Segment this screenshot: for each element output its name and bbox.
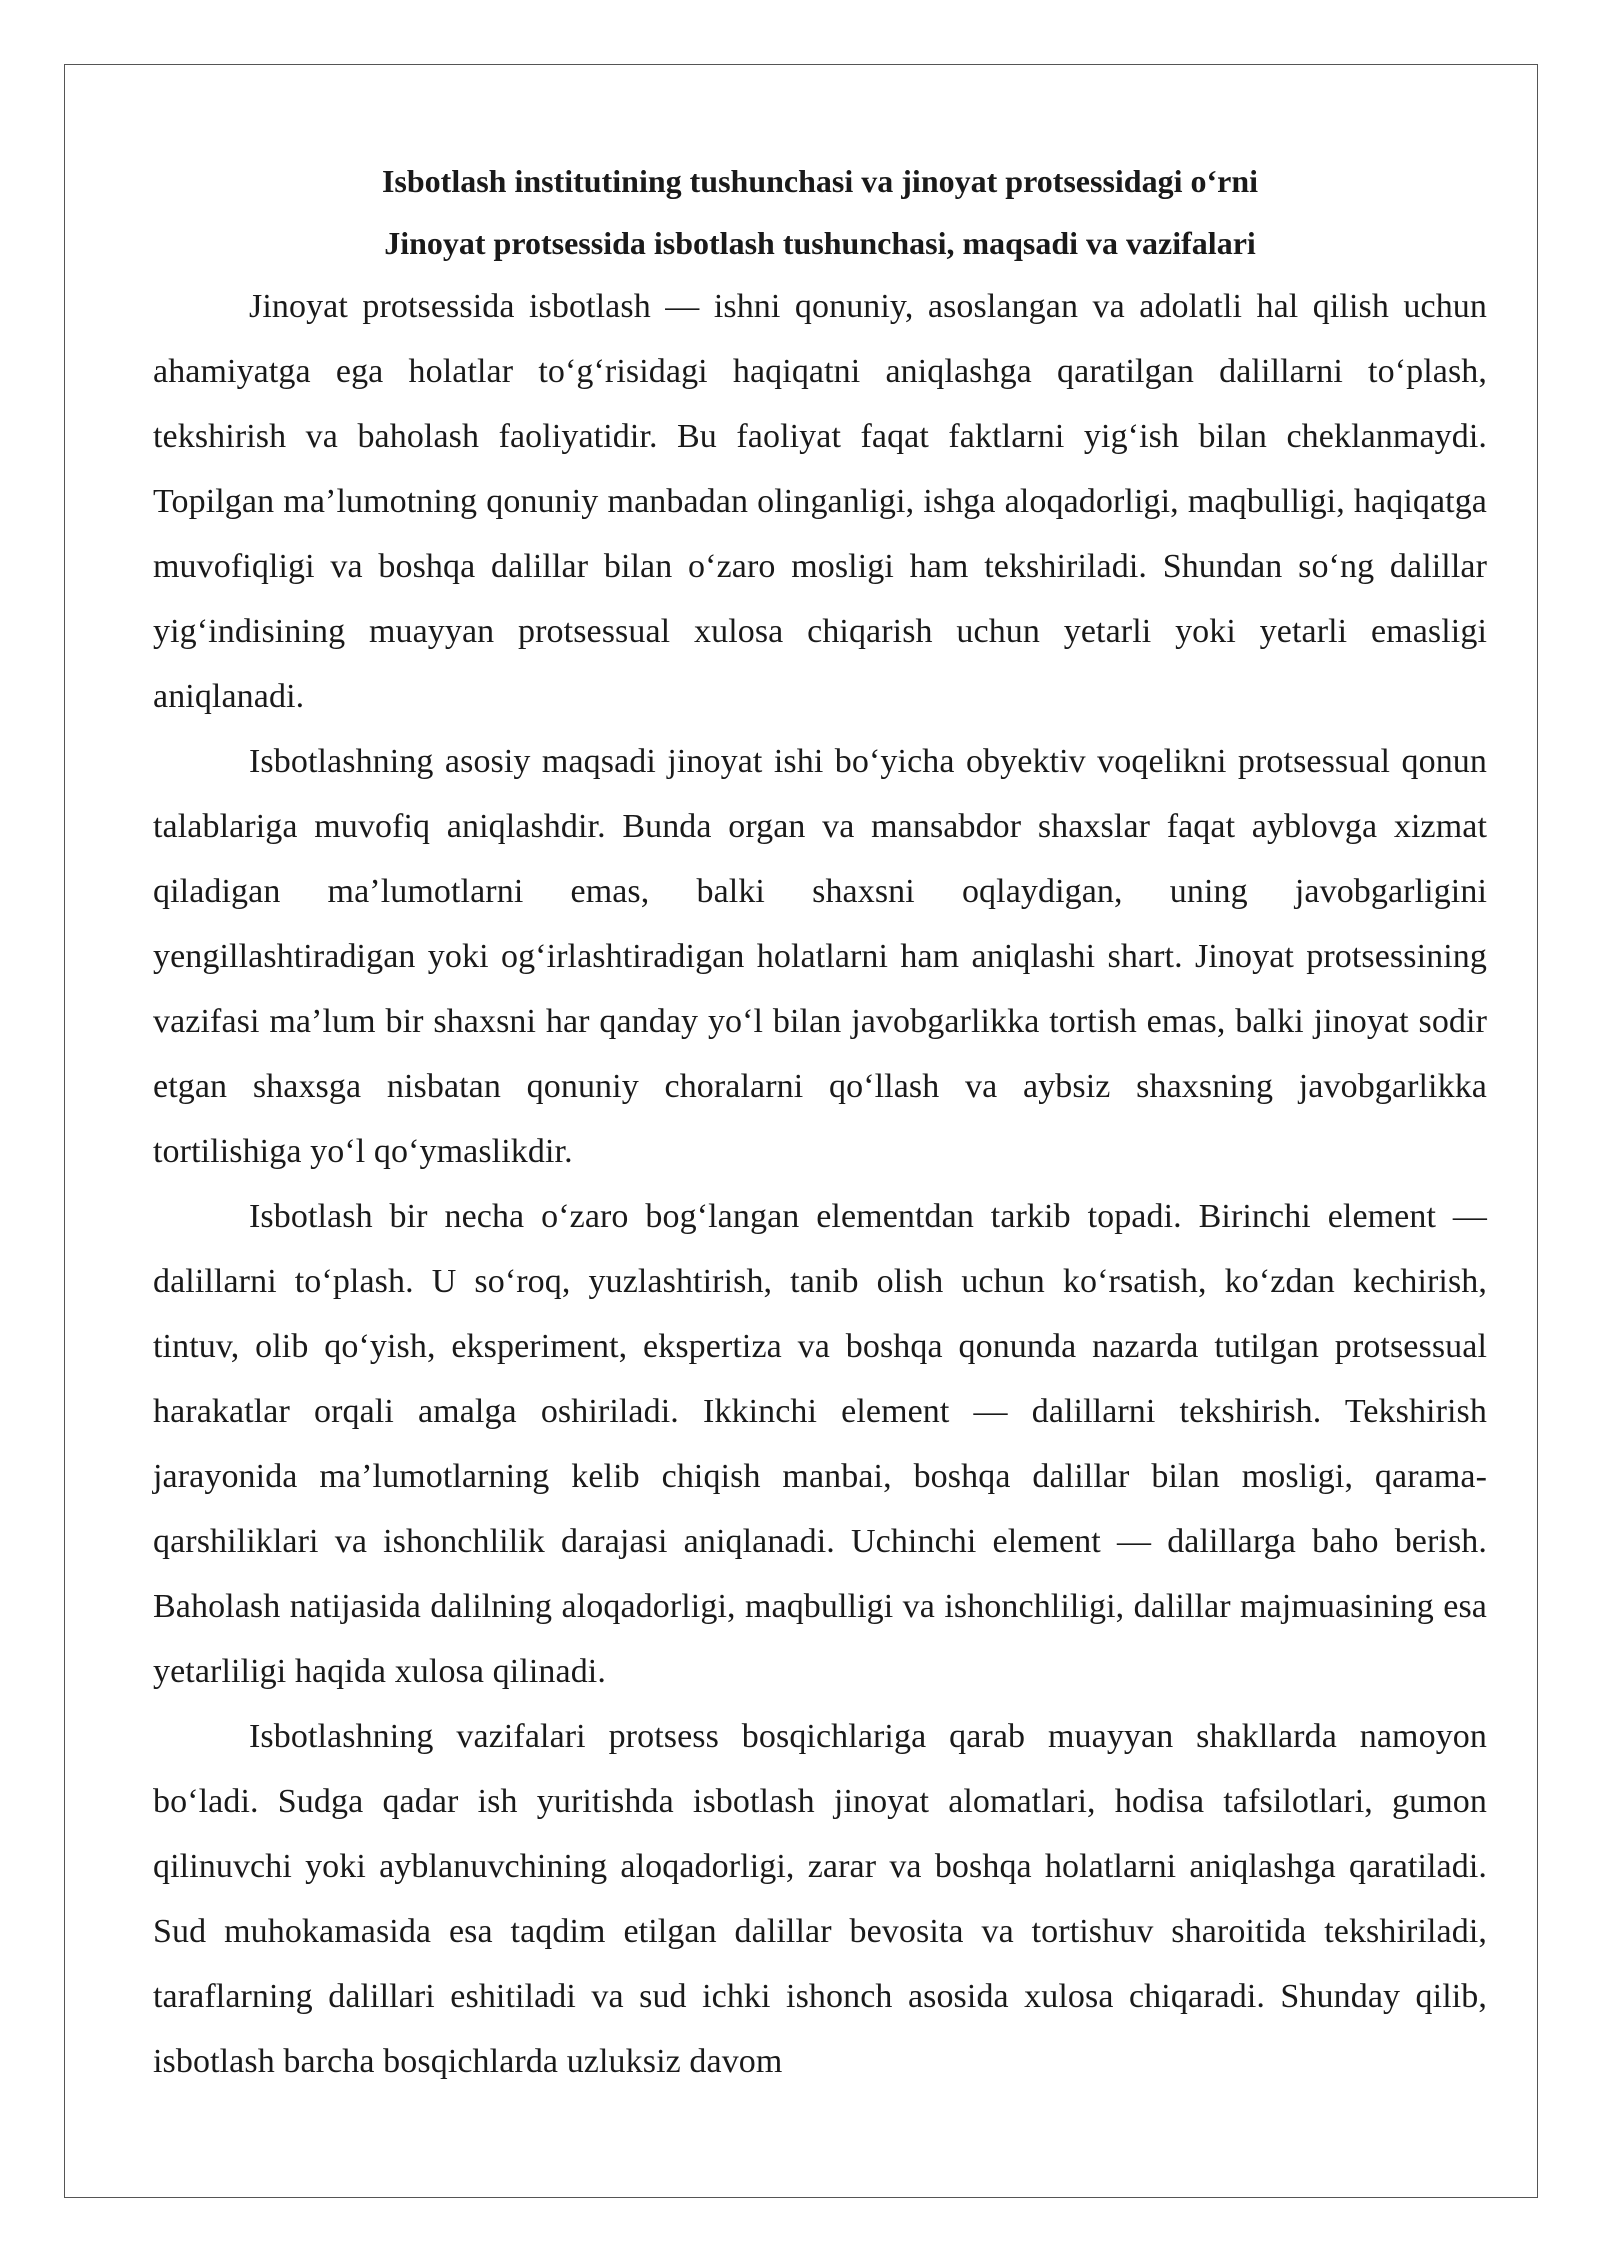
document-title: Isbotlash institutining tushunchasi va jinoyat protsessidagi o‘rni xyxy=(381,163,1259,199)
paragraph-4: Isbotlashning vazifalari protsess bosqichlariga qarab muayyan shakllarda namoyon bo‘ladi. Sudga qadar ish yuritishda isbotlash jinoyat alomatlari, hodisa tafsilotlari, gumon qilinuvchi yoki ayblanuvchining aloqadorligi, zarar va boshqa holatlarni aniqlashga qaratiladi. Sud muhokamasida esa taqdim etilgan dalillar bevosita va tortishuv sharoitida tekshiriladi, taraflarning dalillari eshitiladi va sud ichki ishonch asosida xulosa chiqaradi. Shunday qilib, isbotlash barcha bosqichlarda uzluksiz davom xyxy=(153,1718,1487,2080)
document-body xyxy=(153,150,1487,2094)
paragraph-3: Isbotlash bir necha o‘zaro bog‘langan elementdan tarkib topadi. Birinchi element — dalillarni to‘plash. U so‘roq, yuzlashtirish, tanib olish uchun ko‘rsatish, ko‘zdan kechirish, tintuv, olib qo‘yish, eksperiment, ekspertiza va boshqa qonunda nazarda tutilgan protsessual harakatlar orqali amalga oshiriladi. Ikkinchi element — dalillarni tekshirish. Tekshirish jarayonida ma’lumotlarning kelib chiqish manbai, boshqa dalillar bilan mosligi, qarama-qarshiliklari va ishonchlilik darajasi aniqlanadi. Uchinchi element — dalillarga baho berish. Baholash natijasida dalilning aloqadorligi, maqbulligi va ishonchliligi, dalillar majmuasining esa yetarliligi haqida xulosa qilinadi. xyxy=(153,1198,1487,1690)
paragraph-1: Jinoyat protsessida isbotlash — ishni qonuniy, asoslangan va adolatli hal qilish uchun ahamiyatga ega holatlar to‘g‘risidagi haqiqatni aniqlashga qaratilgan dalillarni to‘plash, tekshirish va baholash faoliyatidir. Bu faoliyat faqat faktlarni yig‘ish bilan cheklanmaydi. Topilgan ma’lumotning qonuniy manbadan olinganligi, ishga aloqadorligi, maqbulligi, haqiqatga muvofiqligi va boshqa dalillar bilan o‘zaro mosligi ham tekshiriladi. Shundan so‘ng dalillar yig‘indisining muayyan protsessual xulosa chiqarish uchun yetarli yoki yetarli emasligi aniqlanadi. xyxy=(153,288,1487,715)
paragraph-2: Isbotlashning asosiy maqsadi jinoyat ishi bo‘yicha obyektiv voqelikni protsessual qonun talablariga muvofiq aniqlashdir. Bunda organ va mansabdor shaxslar faqat ayblovga xizmat qiladigan ma’lumotlarni emas, balki shaxsni oqlaydigan, uning javobgarligini yengillashtiradigan yoki og‘irlashtiradigan holatlarni ham aniqlashi shart. Jinoyat protsessining vazifasi ma’lum bir shaxsni har qanday yo‘l bilan javobgarlikka tortish emas, balki jinoyat sodir etgan shaxsga nisbatan qonuniy choralarni qo‘llash va aybsiz shaxsning javobgarlikka tortilishiga yo‘l qo‘ymaslikdir. xyxy=(153,743,1487,1170)
document-subtitle: Jinoyat protsessida isbotlash tushunchasi, maqsadi va vazifalari xyxy=(384,225,1256,261)
